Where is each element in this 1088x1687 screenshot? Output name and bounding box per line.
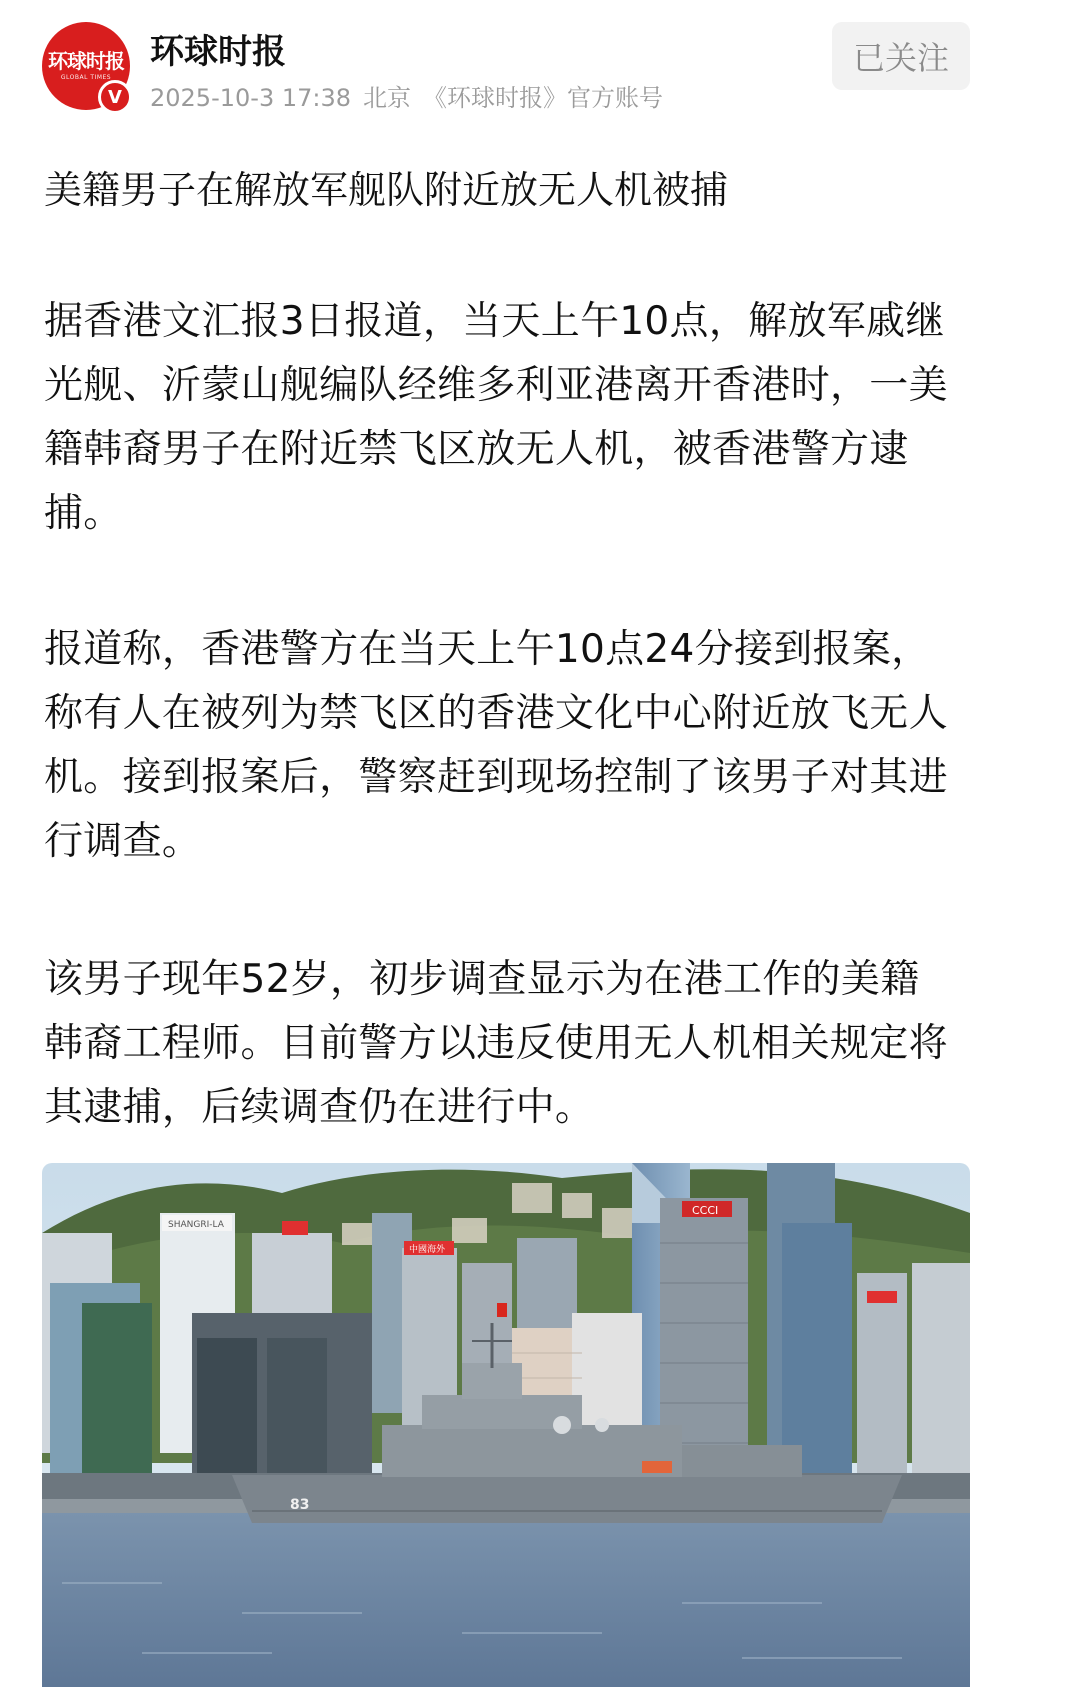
verified-icon: V xyxy=(98,80,132,114)
article-paragraph-3: 该男子现年52岁，初步调查显示为在港工作的美籍韩裔工程师。目前警方以违反使用无人机相关规定将其逮捕，后续调查仍在进行中。 xyxy=(44,957,948,1130)
post-datetime: 2025-10-3 17:38 xyxy=(150,84,351,112)
account-header xyxy=(0,0,1088,130)
avatar-logo-text: 环球时报 xyxy=(48,49,124,73)
hull-number: 83 xyxy=(290,1497,310,1513)
building-sign-2: 中國海外 xyxy=(409,1245,446,1255)
harbor-skyline-image xyxy=(42,1163,970,1687)
account-name[interactable]: 环球时报 xyxy=(150,32,286,72)
avatar-sub-text: GLOBAL TIMES xyxy=(60,74,112,81)
post-location: 北京 xyxy=(363,84,411,112)
article-headline: 美籍男子在解放军舰队附近放无人机被捕 xyxy=(44,168,729,212)
article-paragraph-2: 报道称，香港警方在当天上午10点24分接到报案，称有人在被列为禁飞区的香港文化中心附近放飞无人机。接到报案后，警察赶到现场控制了该男子对其进行调查。 xyxy=(44,627,948,864)
post-meta xyxy=(150,78,675,113)
article-paragraph-1: 据香港文汇报3日报道，当天上午10点，解放军戚继光舰、沂蒙山舰编队经维多利亚港离开香港时，一美籍韩裔男子在附近禁飞区放无人机，被香港警方逮捕。 xyxy=(44,299,948,536)
building-sign-3: CCCI xyxy=(692,1204,719,1217)
article-photo[interactable] xyxy=(42,1163,970,1687)
follow-button[interactable]: 已关注 xyxy=(832,22,970,90)
account-description: 《环球时报》官方账号 xyxy=(423,84,663,112)
building-sign-1: SHANGRI-LA xyxy=(168,1220,224,1230)
